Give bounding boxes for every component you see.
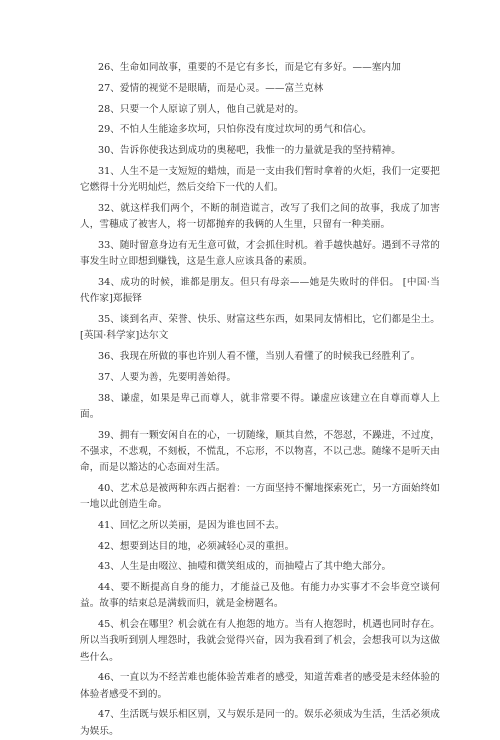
entry-text: 一直以为不经苦难也能体验苦难者的感受，知道苦难者的感受是未经体验的体验者感受不到的。 — [80, 672, 441, 700]
entry-number: 33 — [98, 239, 111, 251]
entry-text: 只要一个人原谅了别人，他自己就是对的。 — [119, 103, 304, 115]
entry-number: 34 — [98, 276, 111, 288]
list-item: 41、回忆之所以美丽，是因为谁也回不去。 — [98, 519, 285, 531]
list-item: 30、告诉你使我达到成功的奥秘吧，我惟一的力量就是我的坚持精神。 — [98, 145, 401, 157]
entry-number: 47 — [98, 709, 111, 721]
list-item: 32、就这样我们两个，不断的制造谎言，改写了我们之间的故事，我成了加害人，雪穗成了被害人，将一切都抛弃的我俩的人生里，只留有一种美丽。 — [80, 202, 440, 231]
entry-text: 人生不是一支短短的蜡烛，而是一支由我们暂时拿着的火炬，我们一定要把它燃得十分光明灿烂，然后交给下一代的人们。 — [80, 165, 441, 194]
list-item: 37、人要为善，先要明善始得。 — [98, 371, 237, 383]
entry-text: 谈到名声、荣誉、快乐、财富这些东西，如果同友情相比，它们都是尘土。 [英国·科学家]达尔文 — [80, 313, 441, 342]
entry-number: 42 — [98, 540, 111, 552]
list-item: 27、爱情的视觉不是眼睛，而是心灵。——富兰克林 — [98, 82, 324, 94]
entry-text: 人生是由啜泣、抽噎和微笑组成的，而抽噎占了其中绝大部分。 — [119, 561, 392, 573]
entry-number: 38 — [98, 392, 111, 404]
list-item: 45、机会在哪里？机会就在有人抱怨的地方。当有人抱怨时，机遇也同时存在。所以当我听到别人埋怨时，我就会觉得兴奋，因为我看到了机会，会想我可以为这做些什么。 — [80, 619, 441, 663]
list-item: 40、艺术总是被两种东西占据着：一方面坚持不懈地探索死亡，另一方面始终如一地以此创造生命。 — [80, 482, 441, 510]
list-item: 34、成功的时候，谁都是朋友。但只有母亲——她是失败时的伴侣。 [中国·当代作家]郑振铎 — [80, 276, 440, 305]
entry-number: 37 — [98, 371, 111, 383]
list-item: 36、我现在所做的事也许别人看不懂，当别人看懂了的时候我已经胜利了。 — [98, 350, 421, 362]
entry-text: 爱情的视觉不是眼睛，而是心灵。——富兰克林 — [119, 82, 324, 94]
list-item: 31、人生不是一支短短的蜡烛，而是一支由我们暂时拿着的火炬，我们一定要把它燃得十分光明灿烂，然后交给下一代的人们。 — [80, 165, 441, 194]
entry-text: 拥有一颗安闲自在的心，一切随缘，顺其自然，不怨怼，不躁进，不过度，不强求，不悲观，不刻板，不慌乱，不忘形，不以物喜，不以己悲。随缘不是听天由命，而是以豁达的心态面对生活。 — [80, 429, 441, 473]
entry-text: 我现在所做的事也许别人看不懂，当别人看懂了的时候我已经胜利了。 — [119, 350, 421, 362]
list-item: 43、人生是由啜泣、抽噎和微笑组成的，而抽噎占了其中绝大部分。 — [98, 561, 392, 573]
entry-number: 31 — [98, 165, 111, 177]
list-item: 42、想要到达目的地，必须减轻心灵的重担。 — [98, 540, 295, 552]
entry-text: 成功的时候，谁都是朋友。但只有母亲——她是失败时的伴侣。 [中国·当代作家]郑振铎 — [80, 276, 440, 305]
entry-number: 36 — [98, 350, 111, 362]
entry-text: 想要到达目的地，必须减轻心灵的重担。 — [119, 540, 295, 552]
entry-number: 26 — [98, 62, 111, 73]
entry-text: 回忆之所以美丽，是因为谁也回不去。 — [119, 519, 285, 531]
entry-text: 艺术总是被两种东西占据着：一方面坚持不懈地探索死亡，另一方面始终如一地以此创造生命。 — [80, 482, 441, 510]
entry-text: 生命如同故事，重要的不是它有多长，而是它有多好。——塞内加 — [119, 62, 401, 73]
entry-number: 45 — [98, 619, 111, 631]
entry-text: 谦虚，如果是卑己而尊人，就非常要不得。谦虚应该建立在自尊而尊人上面。 — [80, 392, 440, 420]
entry-text: 不怕人生能途多坎坷，只怕你没有度过坎坷的勇气和信心。 — [119, 124, 372, 136]
entry-number: 39 — [98, 429, 111, 441]
list-item: 38、谦虚，如果是卑己而尊人，就非常要不得。谦虚应该建立在自尊而尊人上面。 — [80, 392, 440, 420]
entry-text: 生活既与娱乐相区别，又与娱乐是同一的。娱乐必须成为生活，生活必须成为娱乐。 — [80, 709, 441, 737]
list-item: 46、一直以为不经苦难也能体验苦难者的感受，知道苦难者的感受是未经体验的体验者感受不到的。 — [80, 672, 441, 700]
entry-text: 人要为善，先要明善始得。 — [119, 371, 237, 383]
entry-text: 随时留意身边有无生意可做，才会抓住时机。着手越快越好。遇到不寻常的事发生时立即想到赚钱，这是生意人应该具备的素质。 — [80, 239, 441, 268]
list-item: 29、不怕人生能途多坎坷，只怕你没有度过坎坷的勇气和信心。 — [98, 124, 372, 136]
entry-text: 要不断提高自身的能力，才能益己及他。有能力办实事才不会毕竟空谈何益。故事的结束总是满载而归，就是金榜题名。 — [80, 582, 440, 610]
entry-number: 27 — [98, 82, 111, 94]
list-item: 39、拥有一颗安闲自在的心，一切随缘，顺其自然，不怨怼，不躁进，不过度，不强求，不悲观，不刻板，不慌乱，不忘形，不以物喜，不以己悲。随缘不是听天由命，而是以豁达的心态面对生活。 — [80, 429, 441, 473]
entry-text: 就这样我们两个，不断的制造谎言，改写了我们之间的故事，我成了加害人，雪穗成了被害人，将一切都抛弃的我俩的人生里，只留有一种美丽。 — [80, 202, 440, 231]
list-item: 47、生活既与娱乐相区别，又与娱乐是同一的。娱乐必须成为生活，生活必须成为娱乐。 — [80, 709, 441, 737]
entry-number: 29 — [98, 124, 111, 136]
entry-number: 32 — [98, 202, 111, 214]
entry-number: 35 — [98, 313, 111, 325]
list-item: 33、随时留意身边有无生意可做，才会抓住时机。着手越快越好。遇到不寻常的事发生时立即想到赚钱，这是生意人应该具备的素质。 — [80, 239, 441, 268]
list-item: 28、只要一个人原谅了别人，他自己就是对的。 — [98, 103, 304, 115]
entry-number: 46 — [98, 672, 111, 684]
list-item: 26、生命如同故事，重要的不是它有多长，而是它有多好。——塞内加 — [98, 62, 401, 73]
entry-text: 机会在哪里？机会就在有人抱怨的地方。当有人抱怨时，机遇也同时存在。所以当我听到别人埋怨时，我就会觉得兴奋，因为我看到了机会，会想我可以为这做些什么。 — [80, 619, 441, 663]
list-item: 35、谈到名声、荣誉、快乐、财富这些东西，如果同友情相比，它们都是尘土。 [英国·科学家]达尔文 — [80, 313, 441, 342]
quote-list — [80, 60, 440, 740]
entry-number: 43 — [98, 561, 111, 573]
entry-text: 告诉你使我达到成功的奥秘吧，我惟一的力量就是我的坚持精神。 — [119, 145, 401, 157]
list-item: 44、要不断提高自身的能力，才能益己及他。有能力办实事才不会毕竟空谈何益。故事的结束总是满载而归，就是金榜题名。 — [80, 582, 440, 610]
entry-number: 28 — [98, 103, 111, 115]
entry-number: 41 — [98, 519, 111, 531]
entry-number: 30 — [98, 145, 111, 157]
entry-number: 40 — [98, 482, 111, 494]
entry-number: 44 — [98, 582, 111, 594]
